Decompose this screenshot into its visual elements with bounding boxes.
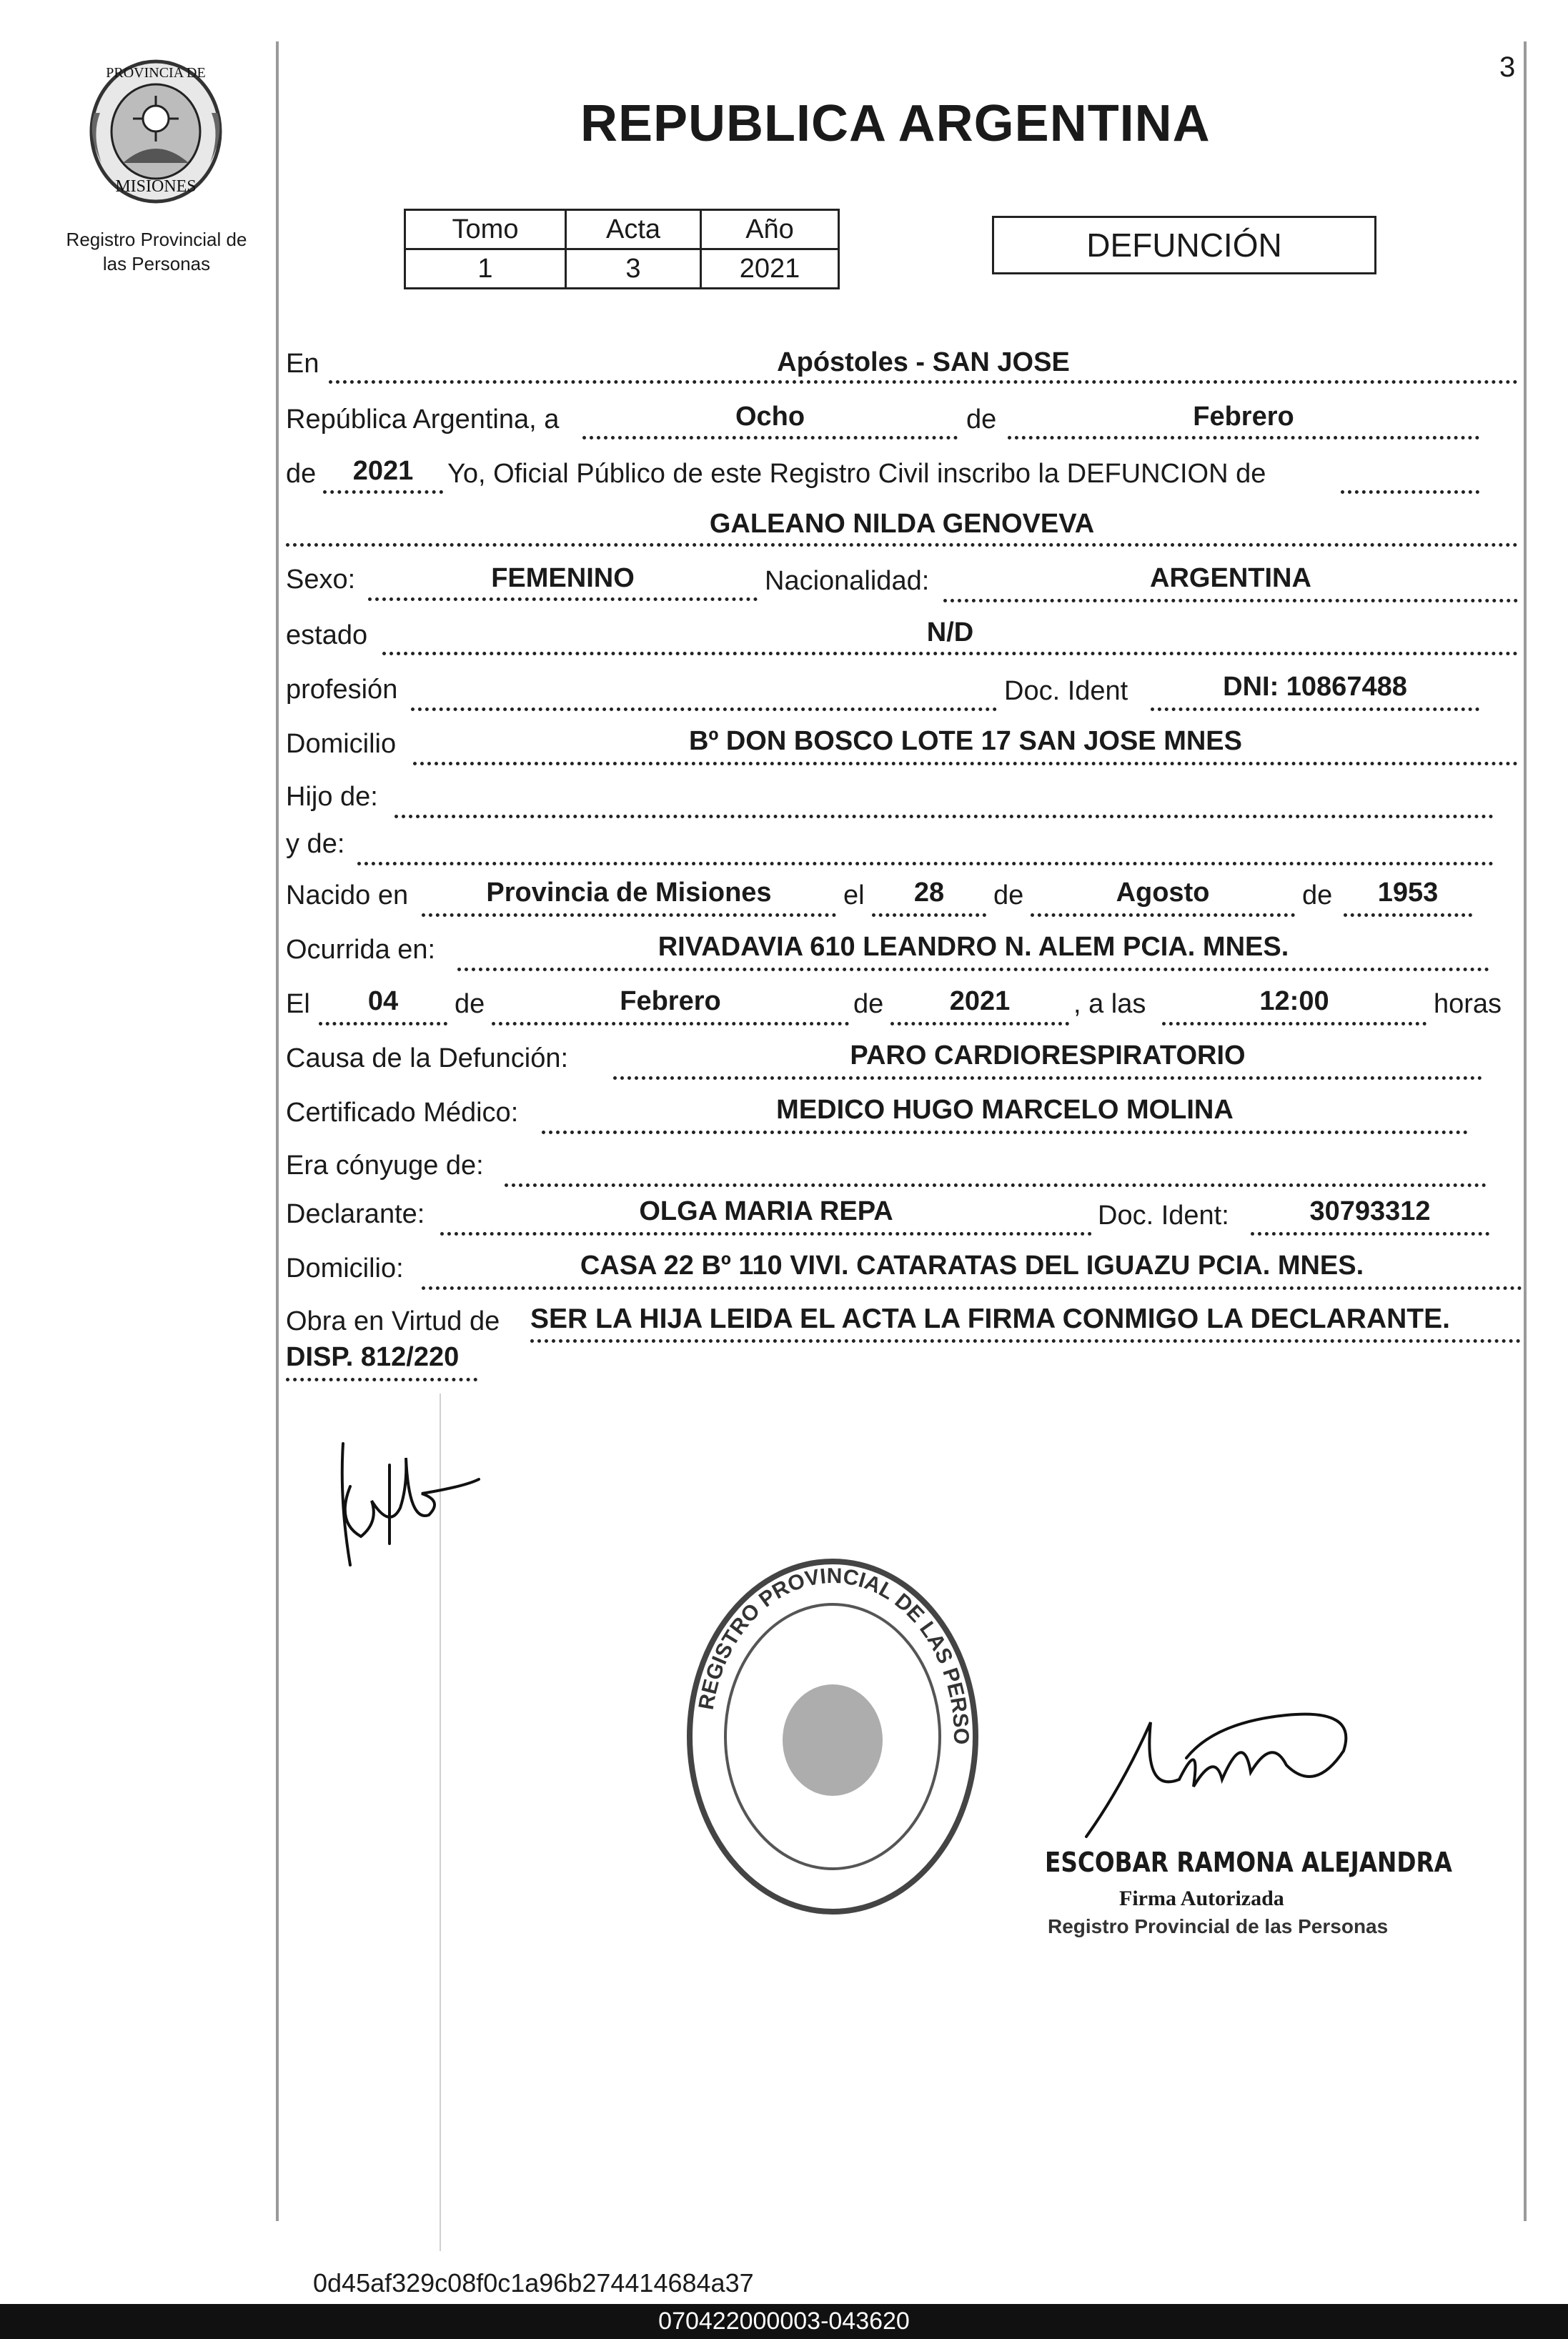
sexo-value: FEMENINO (491, 563, 635, 593)
footer-bar (0, 2304, 1568, 2339)
estado-value: N/D (926, 617, 974, 647)
a-las-label: , a las (1073, 989, 1146, 1019)
province-seal-logo (80, 56, 232, 207)
month-value: Febrero (1193, 402, 1294, 432)
death-time-line (1162, 1022, 1426, 1026)
birth-day-line (872, 913, 986, 917)
death-month-line (492, 1022, 849, 1026)
death-year-line (890, 1022, 1069, 1026)
horas-label: horas (1434, 989, 1502, 1019)
value-acta: 3 (566, 249, 701, 289)
causa-value: PARO CARDIORESPIRATORIO (850, 1041, 1246, 1071)
profesion-label: profesión (286, 675, 398, 705)
declarante-line (440, 1232, 1092, 1236)
death-time: 12:00 (1259, 986, 1329, 1016)
y-de-label: y de: (286, 829, 345, 859)
domicilio-value: Bº DON BOSCO LOTE 17 SAN JOSE MNES (688, 726, 1242, 756)
doc-ident-value: DNI: 10867488 (1223, 672, 1407, 702)
statement-line-end (1341, 490, 1479, 494)
nacido-en-value: Provincia de Misiones (486, 878, 772, 908)
header-ano: Año (701, 210, 839, 249)
nacido-en-label: Nacido en (286, 880, 409, 910)
doc-ident-line (1151, 707, 1479, 711)
de-label-4: de (1302, 880, 1333, 910)
declarante-domicilio-label: Domicilio: (286, 1253, 404, 1283)
deceased-name-line (286, 543, 1518, 547)
birth-year: 1953 (1377, 878, 1439, 908)
svg-text:PROVINCIA DE: PROVINCIA DE (106, 65, 206, 81)
declarant-signature (322, 1415, 486, 1586)
registry-organization (43, 227, 270, 276)
organization-line-2: las Personas (102, 253, 211, 274)
hijo-de-line (395, 815, 1494, 818)
certificado-line (542, 1131, 1468, 1134)
registry-table (404, 209, 840, 289)
nacionalidad-value: ARGENTINA (1150, 563, 1311, 593)
de-label-1: de (966, 404, 997, 434)
declarante-doc-value: 30793312 (1309, 1196, 1431, 1226)
conyuge-line (505, 1183, 1487, 1187)
republica-label: República Argentina, a (286, 404, 560, 434)
svg-text:REGISTRO PROVINCIAL DE LAS PER: REGISTRO PROVINCIAL DE LAS PERSO (694, 1564, 973, 1745)
sexo-label: Sexo: (286, 565, 356, 595)
registry-value-row (405, 249, 839, 289)
page-number: 3 (1499, 51, 1516, 83)
header-tomo: Tomo (405, 210, 566, 249)
obra-value: SER LA HIJA LEIDA EL ACTA LA FIRMA CONMIGO LA DECLARANTE. (530, 1303, 1450, 1334)
estado-line (382, 652, 1518, 655)
death-month: Febrero (620, 986, 721, 1016)
declarante-value: OLGA MARIA REPA (639, 1196, 893, 1226)
nacido-en-line (422, 913, 836, 917)
ocurrida-en-label: Ocurrida en: (286, 935, 436, 965)
profesion-line (411, 707, 997, 711)
official-organization: Registro Provincial de las Personas (1048, 1915, 1389, 1937)
declarante-doc-line (1251, 1232, 1489, 1236)
barcode-number: 070422000003-043620 (658, 2308, 910, 2335)
birth-month: Agosto (1116, 878, 1210, 908)
sexo-line (368, 597, 758, 601)
en-label: En (286, 349, 319, 379)
record-type-box: DEFUNCIÓN (992, 216, 1376, 274)
document-hash: 0d45af329c08f0c1a96b274414684a37 (313, 2268, 754, 2298)
left-margin-rule (276, 41, 279, 2221)
estado-label: estado (286, 620, 368, 650)
month-line (1008, 436, 1479, 440)
certificado-value: MEDICO HUGO MARCELO MOLINA (776, 1095, 1234, 1125)
organization-line-1: Registro Provincial de (66, 229, 247, 250)
y-de-line (357, 862, 1494, 865)
value-tomo: 1 (405, 249, 566, 289)
obra-line-2 (286, 1378, 477, 1381)
inscription-statement: Yo, Oficial Público de este Registro Civil inscribo la DEFUNCION de (447, 459, 1266, 489)
value-ano: 2021 (701, 249, 839, 289)
de-label-3: de (993, 880, 1024, 910)
declarante-doc-label: Doc. Ident: (1098, 1201, 1229, 1231)
registry-header-row (405, 210, 839, 249)
official-name: ESCOBAR RAMONA ALEJANDRA (1045, 1847, 1452, 1878)
year-value: 2021 (352, 456, 414, 486)
doc-ident-label: Doc. Ident (1004, 676, 1128, 706)
domicilio-line (413, 762, 1518, 765)
day-value: Ocho (735, 402, 805, 432)
declarante-domicilio-line (422, 1286, 1522, 1290)
obra-label: Obra en Virtud de (286, 1306, 500, 1336)
el-label: el (843, 880, 865, 910)
en-line (329, 380, 1518, 384)
en-value: Apóstoles - SAN JOSE (777, 347, 1070, 377)
birth-year-line (1344, 913, 1472, 917)
domicilio-label: Domicilio (286, 729, 397, 759)
deceased-name: GALEANO NILDA GENOVEVA (709, 509, 1095, 539)
nacionalidad-line (943, 599, 1518, 602)
official-stamp (679, 1551, 986, 1922)
right-margin-rule (1524, 41, 1527, 2221)
declarante-label: Declarante: (286, 1199, 425, 1229)
year-line (323, 490, 443, 494)
conyuge-label: Era cónyuge de: (286, 1151, 484, 1181)
death-day: 04 (367, 986, 399, 1016)
day-line (582, 436, 958, 440)
page-title: REPUBLICA ARGENTINA (580, 95, 1211, 152)
official-signature (1072, 1694, 1372, 1858)
nacionalidad-label: Nacionalidad: (765, 566, 930, 596)
causa-line (613, 1076, 1482, 1080)
causa-label: Causa de la Defunción: (286, 1043, 569, 1073)
de-label-6: de (853, 989, 884, 1019)
el-label-2: El (286, 989, 310, 1019)
birth-month-line (1031, 913, 1295, 917)
death-year: 2021 (949, 986, 1011, 1016)
birth-day: 28 (913, 878, 945, 908)
obra-line (530, 1339, 1521, 1343)
ocurrida-en-value: RIVADAVIA 610 LEANDRO N. ALEM PCIA. MNES. (658, 932, 1289, 962)
de-label-2: de (286, 459, 317, 489)
ocurrida-en-line (457, 968, 1489, 971)
svg-text:MISIONES: MISIONES (115, 177, 197, 196)
header-acta: Acta (566, 210, 701, 249)
declarante-domicilio-value: CASA 22 Bº 110 VIVI. CATARATAS DEL IGUAZU PCIA. MNES. (580, 1251, 1364, 1281)
de-label-5: de (455, 989, 485, 1019)
certificado-label: Certificado Médico: (286, 1098, 519, 1128)
death-day-line (319, 1022, 447, 1026)
official-title: Firma Autorizada (1119, 1887, 1284, 1910)
obra-value-2: DISP. 812/220 (286, 1342, 460, 1372)
hijo-de-label: Hijo de: (286, 782, 378, 812)
